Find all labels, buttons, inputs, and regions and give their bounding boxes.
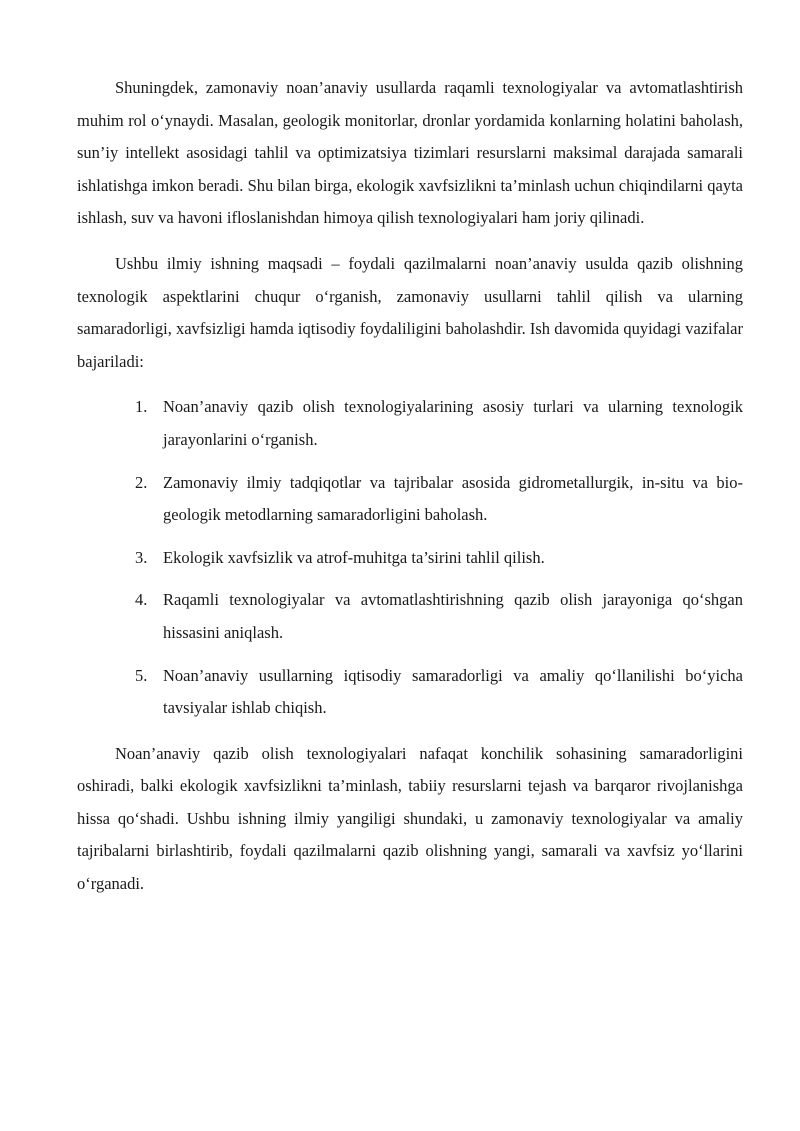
paragraph-conclusion: Noan’anaviy qazib olish texnologiyalari nafaqat konchilik sohasining samaradorligini oshiradi, balki ekologik xavfsizlikni ta’minlash, tabiiy resurslarni tejash va barqaror rivojlanishga hissa qo‘shadi. Ushbu ishning ilmiy yangiligi shundaki, u zamonaviy texnologiyalar va amaliy tajribalarni birlashtirib, foydali qazilmalarni qazib olishning yangi, samarali va xavfsiz yo‘llarini o‘rganadi. — [77, 743, 743, 894]
list-item — [135, 467, 743, 532]
list-item-text: Zamonaviy ilmiy tadqiqotlar va tajribalar asosida gidrometallurgik, in-situ va bio-geologik metodlarning samaradorligini baholash. — [163, 472, 743, 525]
list-item-number: 3. — [135, 547, 148, 567]
list-item-number: 2. — [135, 472, 148, 492]
list-item-text: Ekologik xavfsizlik va atrof-muhitga ta’sirini tahlil qilish. — [163, 547, 545, 567]
paragraph-digital-technologies: Shuningdek, zamonaviy noan’anaviy usullarda raqamli texnologiyalar va avtomatlashtirish muhim rol o‘ynaydi. Masalan, geologik monitorlar, dronlar yordamida konlarning holatini baholash, sun’iy intellekt asosidagi tahlil va optimizatsiya tizimlari resurslarni maksimal darajada samarali ishlatishga imkon beradi. Shu bilan birga, ekologik xavfsizlikni ta’minlash uchun chiqindilarni qayta ishlash, suv va havoni ifloslanishdan himoya qilish texnologiyalari ham joriy qilinadi. — [77, 78, 743, 228]
list-item-number: 4. — [135, 590, 148, 610]
document-page — [77, 72, 743, 901]
list-item — [135, 660, 743, 725]
list-item-text: Noan’anaviy qazib olish texnologiyalarining asosiy turlari va ularning texnologik jarayonlarini o‘rganish. — [163, 397, 743, 449]
list-item-text: Noan’anaviy usullarning iqtisodiy samaradorligi va amaliy qo‘llanilishi bo‘yicha tavsiyalar ishlab chiqish. — [163, 665, 743, 718]
list-item — [135, 391, 743, 456]
tasks-list — [77, 391, 743, 724]
list-item-number: 1. — [135, 397, 148, 417]
list-item-text: Raqamli texnologiyalar va avtomatlashtirishning qazib olish jarayoniga qo‘shgan hissasini aniqlash. — [163, 590, 743, 642]
list-item — [135, 584, 743, 649]
list-item — [135, 542, 743, 575]
list-item-number: 5. — [135, 665, 148, 685]
paragraph-research-goal: Ushbu ilmiy ishning maqsadi – foydali qazilmalarni noan’anaviy usulda qazib olishning texnologik aspektlarini chuqur o‘rganish, zamonaviy usullarni tahlil qilish va ularning samaradorligi, xavfsizligi hamda iqtisodiy foydaliligini baholashdir. Ish davomida quyidagi vazifalar bajariladi: — [77, 253, 743, 371]
